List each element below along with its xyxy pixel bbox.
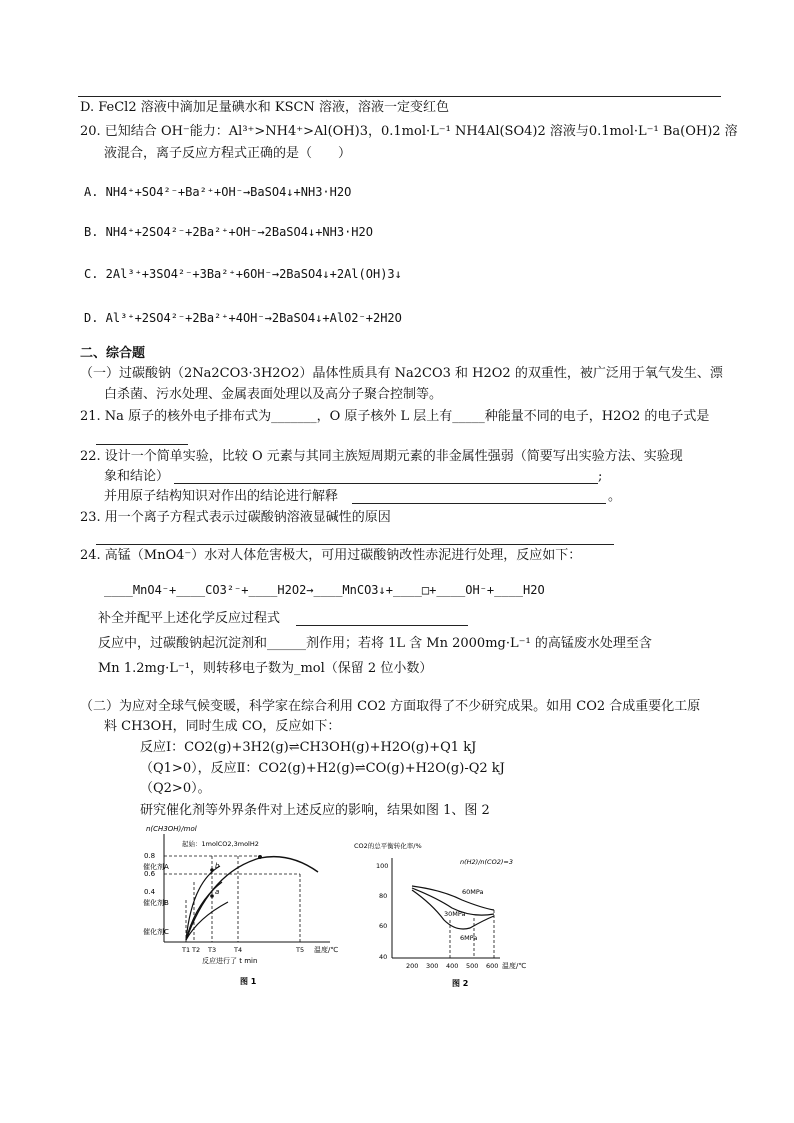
figure-1 [140,822,350,990]
part2-intro-line1: （二）为应对全球气候变暖，科学家在综合利用 CO2 方面取得了不少研究成果。如用 CO2 合成重要化工原 [80,699,701,714]
fig2-xtick-200: 200 [406,962,419,970]
q22-answer-line1 [174,483,598,484]
q24-equation: ____MnO4⁻+____CO3²⁻+____H2O2→____MnCO3↓+____□+____OH⁻+____H2O [104,583,545,597]
reaction1-cond: （Q1>0），反应Ⅱ：CO2(g)+H2(g)⇌CO(g)+H2O(g)-Q2 kJ [140,761,505,776]
reaction1: 反应Ⅰ：CO2(g)+3H2(g)⇌CH3OH(g)+H2O(g)+Q1 kJ [140,740,477,755]
fig2-xlabel: 温度/℃ [502,962,527,970]
fig2-xtick-600: 600 [486,962,499,970]
q24-line5: Mn 1.2mg·L⁻¹，则转移电子数为_mol（保留 2 位小数） [98,661,433,676]
fig2-label-6mpa: 6MPa [460,934,478,942]
fig1-ytick-06: 0.6 [144,870,156,878]
section-title: 二、综合题 [80,346,146,361]
q20-option-a: A. NH4⁺+SO4²⁻+Ba²⁺+OH⁻→BaSO4↓+NH3·H2O [84,185,352,199]
part1-intro-line1: （一）过碳酸钠（2Na2CO3·3H2O2）晶体性质具有 Na2CO3 和 H2O2 的双重性，被广泛用于氧气发生、漂 [80,366,723,381]
fig1-caption: 图 1 [240,977,257,986]
fig2-ytick-40: 40 [379,953,388,961]
fig1-label-b: b [215,862,220,870]
fig1-point-b [210,868,214,872]
q20-stem-line2: 液混合，离子反应方程式正确的是（ ） [104,146,352,161]
fig1-label-catalyst-b: 催化剂B [143,899,169,907]
fig1-xtick-t5: T5 [296,946,305,954]
q23-text: 23. 用一个离子方程式表示过碳酸钠溶液显碱性的原因 [80,510,391,525]
q20-option-c: C. 2Al³⁺+3SO4²⁻+3Ba²⁺+6OH⁻→2BaSO4↓+2Al(OH)3↓ [84,267,402,281]
fig1-peak-point [258,855,262,859]
q20-option-b: B. NH4⁺+2SO4²⁻+2Ba²⁺+OH⁻→2BaSO4↓+NH3·H2O [84,225,373,239]
fig2-label-60mpa: 60MPa [462,888,484,896]
fig2-xtick-400: 400 [446,962,459,970]
figure-intro: 研究催化剂等外界条件对上述反应的影响，结果如图 1、图 2 [140,803,490,818]
reaction2-cond: （Q2>0）。 [140,781,211,796]
top-rule [78,96,721,97]
fig2-ytick-100: 100 [376,862,389,870]
fig1-xtick-t4: T4 [234,946,243,954]
fig2-ylabel: CO2的总平衡转化率/% [354,842,422,850]
q22-answer-line2 [352,503,606,504]
fig1-xtick-t1: T1 [182,946,191,954]
q22-semicolon: ; [598,469,603,484]
q21-text: 21. Na 原子的核外电子排布式为_______，O 原子核外 L 层上有_____种能量不同的电子，H2O2 的电子式是 [80,409,710,424]
fig1-xtick-t3: T3 [208,946,217,954]
q22-line3: 并用原子结构知识对作出的结论进行解释 [104,489,339,504]
fig1-point-a [210,894,214,898]
q24-answer-line [296,625,468,626]
fig1-label-catalyst-a: 催化剂A [143,863,169,871]
fig1-label-catalyst-c: 催化剂C [143,928,169,936]
fig2-ytick-80: 80 [379,892,388,900]
fig1-start-note: 起始：1molCO2,3molH2 [182,840,259,848]
fig2-ytick-60: 60 [379,922,388,930]
q24-line1: 24. 高锰（MnO4⁻）水对人体危害极大，可用过碳酸钠改性赤泥进行处理，反应如下： [80,548,582,563]
q23-answer-line [96,544,614,545]
q20-stem-line1: 20. 已知结合 OH⁻能力：Al³⁺>NH4⁺>Al(OH)3，0.1mol·L⁻¹ NH4Al(SO4)2 溶液与0.1mol·L⁻¹ Ba(OH)2 溶 [80,124,738,139]
q22-line1: 22. 设计一个简单实验，比较 O 元素与其同主族短周期元素的非金属性强弱（简要写出实验方法、实验现 [80,449,683,464]
fig2-label-30mpa: 30MPa [444,910,466,918]
part2-intro-line2: 料 CH3OH，同时生成 CO，反应如下： [104,719,341,734]
fig1-ylabel: n(CH3OH)/mol [146,825,197,833]
q19-option-d: D. FeCl2 溶液中滴加足量碘水和 KSCN 溶液，溶液一定变红色 [80,100,449,115]
figure-2 [352,834,537,994]
fig2-xtick-300: 300 [426,962,439,970]
fig1-ytick-08: 0.8 [144,852,156,860]
fig2-caption: 图 2 [452,979,469,988]
fig2-ratio-label: n(H2)/n(CO2)=3 [460,858,513,866]
fig1-xlabel: 温度/℃ [314,946,339,954]
fig1-xtick-t2: T2 [192,946,201,954]
q22-line2: 象和结论） [104,469,170,484]
q21-answer-line [96,444,188,445]
fig2-xtick-500: 500 [466,962,479,970]
fig1-label-a: a [215,888,220,896]
part1-intro-line2: 白杀菌、污水处理、金属表面处理以及高分子聚合控制等。 [104,387,443,402]
q24-line3: 补全并配平上述化学反应过程式 [98,611,281,626]
fig1-ytick-04: 0.4 [144,888,156,896]
q24-line4: 反应中，过碳酸钠起沉淀剂和______剂作用；若将 1L 含 Mn 2000mg·L⁻¹ 的高锰废水处理至含 [98,636,652,651]
q22-period: 。 [608,489,622,504]
fig1-caption-x: 反应进行了 t min [202,957,258,965]
q20-option-d: D. Al³⁺+2SO4²⁻+2Ba²⁺+4OH⁻→2BaSO4↓+AlO2⁻+2H2O [84,311,402,325]
